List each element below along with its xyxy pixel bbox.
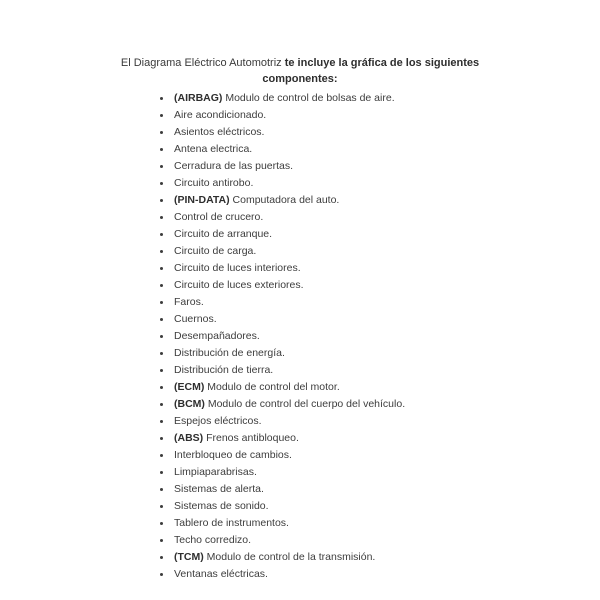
- bullet-icon: [160, 318, 163, 321]
- bullet-icon: [160, 131, 163, 134]
- list-item: [160, 277, 405, 294]
- list-item: [160, 328, 405, 345]
- component-text: Distribución de energía.: [174, 347, 285, 359]
- component-text: Modulo de control del motor.: [204, 381, 340, 393]
- bullet-icon: [160, 114, 163, 117]
- component-code: (TCM): [174, 551, 204, 563]
- bullet-icon: [160, 284, 163, 287]
- list-item: [160, 413, 405, 430]
- list-item: [160, 294, 405, 311]
- component-text: Modulo de control de bolsas de aire.: [222, 92, 395, 104]
- bullet-icon: [160, 505, 163, 508]
- component-code: (BCM): [174, 398, 205, 410]
- bullet-icon: [160, 335, 163, 338]
- component-text: Circuito de arranque.: [174, 228, 273, 240]
- list-item: [160, 549, 405, 566]
- list-item: [160, 447, 405, 464]
- component-text: Frenos antibloqueo.: [203, 432, 299, 444]
- component-code: (PIN-DATA): [174, 194, 230, 206]
- bullet-icon: [160, 573, 163, 576]
- list-item: [160, 362, 405, 379]
- list-item: [160, 498, 405, 515]
- bullet-icon: [160, 488, 163, 491]
- bullet-icon: [160, 539, 163, 542]
- component-text: Asientos eléctricos.: [174, 126, 265, 138]
- bullet-icon: [160, 352, 163, 355]
- component-code: (ECM): [174, 381, 205, 393]
- list-item: [160, 158, 405, 175]
- component-text: Sistemas de alerta.: [174, 483, 264, 495]
- bullet-icon: [160, 556, 163, 559]
- list-item: [160, 532, 405, 549]
- component-text: Computadora del auto.: [229, 194, 340, 206]
- component-text: Circuito de luces interiores.: [174, 262, 301, 274]
- list-item: [160, 481, 405, 498]
- component-text: Aire acondicionado.: [174, 109, 267, 121]
- list-item: [160, 566, 405, 583]
- list-item: [160, 226, 405, 243]
- list-item: [160, 464, 405, 481]
- component-text: Faros.: [174, 296, 204, 308]
- component-text: Cuernos.: [174, 313, 217, 325]
- list-item: [160, 345, 405, 362]
- list-item: [160, 430, 405, 447]
- component-text: Modulo de control del cuerpo del vehículo.: [204, 398, 406, 410]
- bullet-icon: [160, 250, 163, 253]
- components-list: [160, 90, 405, 583]
- list-item: [160, 192, 405, 209]
- intro-bold-text: te incluye la gráfica de los siguientes componentes:: [262, 57, 480, 85]
- component-text: Antena electrica.: [174, 143, 253, 155]
- bullet-icon: [160, 233, 163, 236]
- bullet-icon: [160, 216, 163, 219]
- bullet-icon: [160, 301, 163, 304]
- bullet-icon: [160, 165, 163, 168]
- bullet-icon: [160, 199, 163, 202]
- component-text: Techo corredizo.: [174, 534, 252, 546]
- component-text: Ventanas eléctricas.: [174, 568, 268, 580]
- list-item: [160, 396, 405, 413]
- component-text: Distribución de tierra.: [174, 364, 274, 376]
- list-item: [160, 311, 405, 328]
- bullet-icon: [160, 97, 163, 100]
- list-item: [160, 141, 405, 158]
- component-text: Circuito de luces exteriores.: [174, 279, 304, 291]
- bullet-icon: [160, 454, 163, 457]
- list-item: [160, 90, 405, 107]
- bullet-icon: [160, 403, 163, 406]
- component-text: Interbloqueo de cambios.: [174, 449, 292, 461]
- component-text: Sistemas de sonido.: [174, 500, 269, 512]
- intro-paragraph: [120, 55, 480, 87]
- bullet-icon: [160, 267, 163, 270]
- component-text: Espejos eléctricos.: [174, 415, 262, 427]
- component-text: Circuito de carga.: [174, 245, 257, 257]
- list-item: [160, 243, 405, 260]
- component-text: Limpiaparabrisas.: [174, 466, 257, 478]
- list-item: [160, 260, 405, 277]
- list-item: [160, 107, 405, 124]
- list-item: [160, 124, 405, 141]
- component-text: Cerradura de las puertas.: [174, 160, 294, 172]
- component-text: Desempañadores.: [174, 330, 260, 342]
- bullet-icon: [160, 522, 163, 525]
- intro-text: El Diagrama Eléctrico Automotriz: [120, 57, 285, 69]
- list-item: [160, 379, 405, 396]
- bullet-icon: [160, 471, 163, 474]
- list-item: [160, 515, 405, 532]
- component-text: Control de crucero.: [174, 211, 264, 223]
- component-code: (AIRBAG): [174, 92, 223, 104]
- bullet-icon: [160, 369, 163, 372]
- list-item: [160, 175, 405, 192]
- component-text: Modulo de control de la transmisión.: [203, 551, 376, 563]
- bullet-icon: [160, 148, 163, 151]
- bullet-icon: [160, 437, 163, 440]
- bullet-icon: [160, 386, 163, 389]
- component-text: Tablero de instrumentos.: [174, 517, 289, 529]
- component-text: Circuito antirobo.: [174, 177, 254, 189]
- component-code: (ABS): [174, 432, 204, 444]
- list-item: [160, 209, 405, 226]
- bullet-icon: [160, 182, 163, 185]
- bullet-icon: [160, 420, 163, 423]
